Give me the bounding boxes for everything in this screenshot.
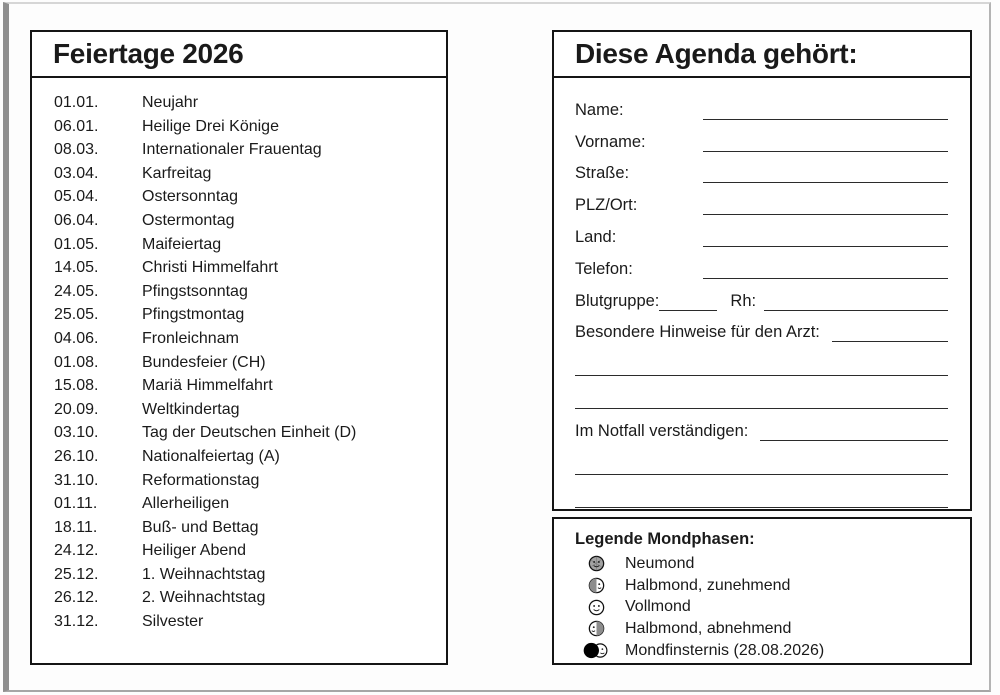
- form-row-name: [575, 88, 948, 120]
- holiday-row: [54, 469, 438, 493]
- holiday-date: 25.05.: [54, 306, 99, 324]
- blutgruppe-field-line[interactable]: [659, 310, 717, 311]
- holiday-row: [54, 563, 438, 587]
- owner-panel: [552, 30, 972, 511]
- land-field-line[interactable]: [703, 246, 948, 247]
- holiday-name: Ostermontag: [142, 211, 235, 229]
- holiday-row: [54, 492, 438, 516]
- holiday-name: 2. Weihnachtstag: [142, 589, 266, 607]
- holiday-row: [54, 539, 438, 563]
- rh-label: Rh:: [730, 291, 757, 310]
- holiday-name: Mariä Himmelfahrt: [142, 377, 273, 395]
- blutgruppe-label: Blutgruppe:: [575, 291, 660, 310]
- name-label: Name:: [575, 100, 624, 119]
- holiday-date: 06.04.: [54, 211, 99, 229]
- holiday-date: 05.04.: [54, 188, 99, 206]
- legend-item: [575, 640, 960, 662]
- holiday-name: Allerheiligen: [142, 495, 230, 513]
- holiday-row: [54, 516, 438, 540]
- holiday-date: 01.08.: [54, 353, 99, 371]
- holiday-row: [54, 421, 438, 445]
- holiday-list: [32, 78, 446, 634]
- holiday-date: 20.09.: [54, 400, 99, 418]
- form-row-blutgruppe: [575, 279, 948, 311]
- holidays-panel: [30, 30, 448, 665]
- holiday-date: 01.11.: [54, 495, 98, 513]
- holiday-date: 26.12.: [54, 589, 99, 607]
- holiday-row: [54, 610, 438, 634]
- legend-item-label: Vollmond: [625, 598, 691, 616]
- form-row-notfall-kontakt-zeile-2: [575, 441, 948, 475]
- holiday-row: [54, 351, 438, 375]
- holiday-name: Tag der Deutschen Einheit (D): [142, 424, 357, 442]
- holiday-name: Buß- und Bettag: [142, 518, 259, 536]
- holiday-name: Pfingstmontag: [142, 306, 245, 324]
- lunar-eclipse-icon: [581, 642, 611, 659]
- holiday-row: [54, 162, 438, 186]
- holiday-date: 01.01.: [54, 94, 99, 111]
- holiday-date: 08.03.: [54, 141, 99, 159]
- legend-item-label: Neumond: [625, 554, 695, 572]
- holiday-date: 06.01.: [54, 117, 99, 135]
- notfall-kontakt-zeile-3-field-line[interactable]: [575, 507, 948, 508]
- legend-item-label: Mondfinsternis (28.08.2026): [625, 641, 825, 659]
- holiday-name: 1. Weihnachtstag: [142, 565, 266, 583]
- form-row-arzt-hinweise-zeile-3: [575, 376, 948, 410]
- form-row-arzt-hinweise: [575, 311, 948, 343]
- holidays-panel-header: [32, 32, 446, 78]
- waxing-half-moon-icon: [581, 577, 611, 594]
- holiday-name: Bundesfeier (CH): [142, 353, 266, 371]
- holiday-name: Maifeiertag: [142, 235, 222, 253]
- holiday-date: 24.12.: [54, 542, 99, 560]
- legend-item-label: Halbmond, zunehmend: [625, 576, 791, 594]
- notfall-kontakt-field-line[interactable]: [760, 440, 948, 441]
- holiday-row: [54, 115, 438, 139]
- form-row-plz-ort: [575, 183, 948, 215]
- holiday-date: 31.12.: [54, 613, 99, 631]
- arzt-hinweise-zeile-2-field-line[interactable]: [575, 375, 948, 376]
- legend-item: [575, 618, 960, 640]
- holiday-date: 03.10.: [54, 424, 99, 442]
- legend-item: [575, 553, 960, 575]
- holiday-name: Fronleichnam: [142, 329, 239, 347]
- holiday-row: [54, 185, 438, 209]
- form-row-notfall-kontakt-zeile-3: [575, 475, 948, 509]
- legend-item: [575, 596, 960, 618]
- holiday-name: Silvester: [142, 613, 204, 631]
- owner-title: Diese Agenda gehört:: [575, 38, 858, 69]
- holiday-name: Heilige Drei Könige: [142, 117, 279, 135]
- legend-title: Legende Mondphasen:: [575, 530, 755, 548]
- form-row-strasse: [575, 152, 948, 184]
- form-row-land: [575, 215, 948, 247]
- legend-item-label: Halbmond, abnehmend: [625, 619, 792, 637]
- holiday-date: 25.12.: [54, 565, 99, 583]
- holiday-name: Reformationstag: [142, 471, 260, 489]
- holiday-row: [54, 374, 438, 398]
- arzt-hinweise-field-line[interactable]: [832, 341, 948, 342]
- telefon-field-line[interactable]: [703, 278, 948, 279]
- holiday-name: Weltkindertag: [142, 400, 240, 418]
- legend-panel: [552, 517, 972, 665]
- legend-inner: [554, 519, 970, 661]
- holiday-row: [54, 445, 438, 469]
- arzt-hinweise-label: Besondere Hinweise für den Arzt:: [575, 323, 820, 342]
- holiday-name: Heiliger Abend: [142, 542, 247, 560]
- strasse-field-line[interactable]: [703, 182, 948, 183]
- owner-form: [554, 78, 970, 508]
- holiday-name: Internationaler Frauentag: [142, 141, 322, 159]
- holiday-row: [54, 209, 438, 233]
- holiday-date: 18.11.: [54, 518, 98, 536]
- strasse-label: Straße:: [575, 164, 630, 183]
- holiday-row: [54, 280, 438, 304]
- holiday-date: 31.10.: [54, 471, 99, 489]
- holiday-row: [54, 586, 438, 610]
- name-field-line[interactable]: [703, 119, 948, 120]
- holidays-title: Feiertage 2026: [53, 38, 244, 69]
- form-row-telefon: [575, 247, 948, 279]
- holiday-name: Neujahr: [142, 94, 199, 111]
- holiday-row: [54, 398, 438, 422]
- holiday-date: 26.10.: [54, 447, 99, 465]
- vorname-label: Vorname:: [575, 132, 646, 151]
- vorname-field-line[interactable]: [703, 151, 948, 152]
- holiday-row: [54, 327, 438, 351]
- holiday-date: 24.05.: [54, 282, 99, 300]
- form-row-arzt-hinweise-zeile-2: [575, 342, 948, 376]
- holiday-date: 04.06.: [54, 329, 99, 347]
- holiday-row: [54, 138, 438, 162]
- holiday-name: Karfreitag: [142, 164, 212, 182]
- holiday-row: [54, 233, 438, 257]
- owner-panel-header: [554, 32, 970, 78]
- new-moon-icon: [581, 555, 611, 572]
- holiday-name: Ostersonntag: [142, 188, 239, 206]
- telefon-label: Telefon:: [575, 259, 633, 278]
- arzt-hinweise-zeile-3-field-line[interactable]: [575, 408, 948, 409]
- notfall-kontakt-label: Im Notfall verständigen:: [575, 422, 749, 441]
- full-moon-icon: [581, 599, 611, 616]
- plz-ort-label: PLZ/Ort:: [575, 196, 638, 215]
- form-row-vorname: [575, 120, 948, 152]
- form-row-notfall-kontakt: [575, 409, 948, 441]
- holiday-date: 03.04.: [54, 164, 99, 182]
- holiday-row: [54, 91, 438, 115]
- holiday-name: Pfingstsonntag: [142, 282, 248, 300]
- holiday-name: Christi Himmelfahrt: [142, 259, 279, 277]
- notfall-kontakt-zeile-2-field-line[interactable]: [575, 474, 948, 475]
- land-label: Land:: [575, 227, 617, 246]
- holiday-name: Nationalfeiertag (A): [142, 447, 280, 465]
- holiday-row: [54, 303, 438, 327]
- holiday-date: 14.05.: [54, 259, 99, 277]
- rh-field-line[interactable]: [764, 310, 948, 311]
- waning-half-moon-icon: [581, 620, 611, 637]
- legend-list: [575, 553, 960, 661]
- holiday-date: 15.08.: [54, 377, 99, 395]
- holiday-date: 01.05.: [54, 235, 99, 253]
- legend-item: [575, 575, 960, 597]
- holiday-row: [54, 256, 438, 280]
- plz-ort-field-line[interactable]: [703, 214, 948, 215]
